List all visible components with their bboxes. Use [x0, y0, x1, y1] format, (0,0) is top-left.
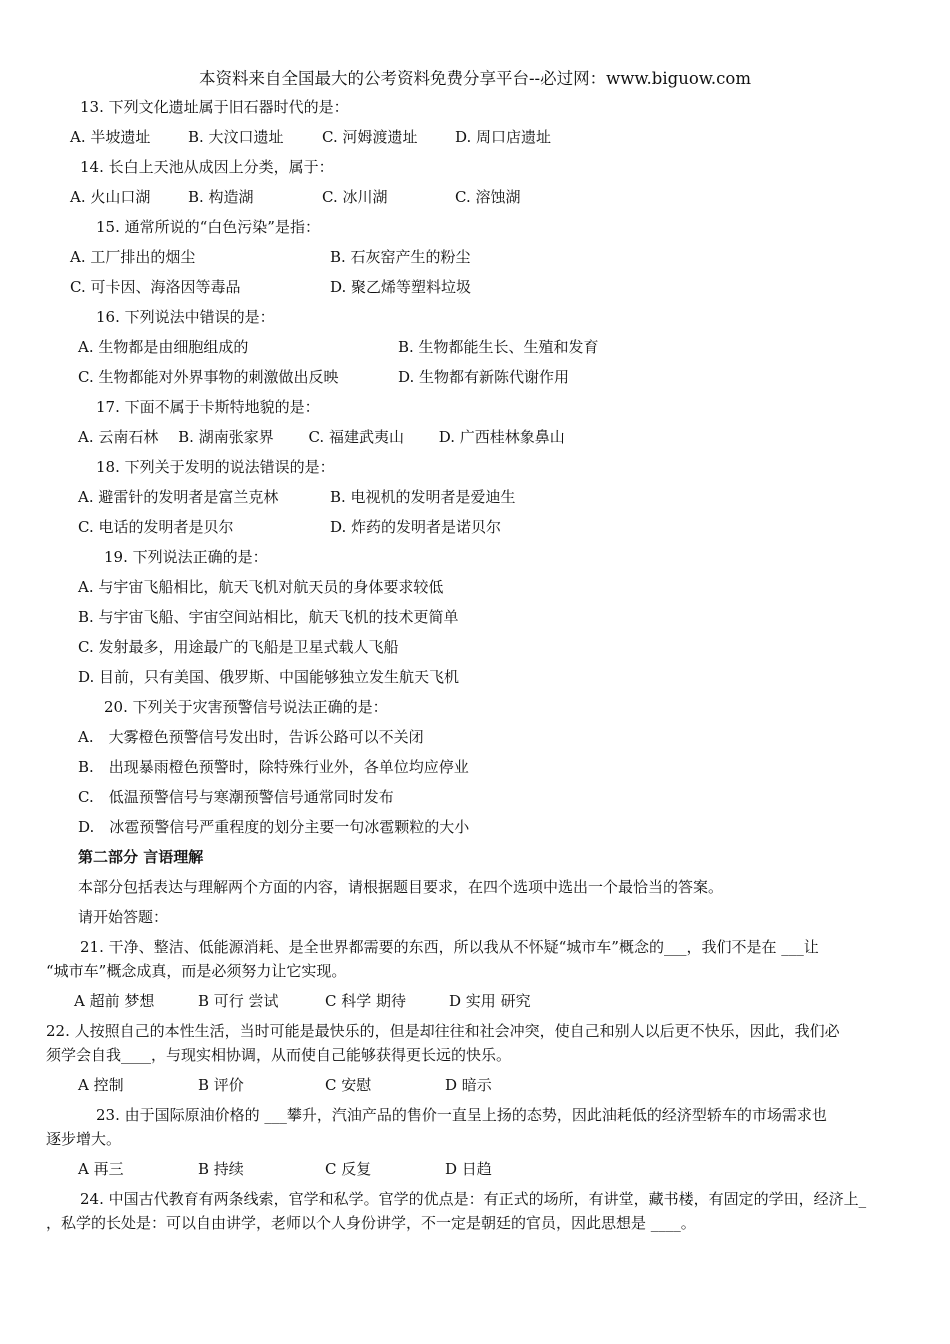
- q20-option-c: C. 低温预警信号与寒潮预警信号通常同时发布: [78, 788, 394, 806]
- q20-option-a: A. 大雾橙色预警信号发出时，告诉公路可以不关闭: [78, 728, 424, 746]
- q21-line2: “城市车”概念成真，而是必须努力让它实现。: [46, 962, 347, 980]
- q19-stem: 19. 下列说法正确的是：: [104, 548, 268, 566]
- q19-option-d: D. 目前，只有美国、俄罗斯、中国能够独立发生航天飞机: [78, 668, 460, 686]
- q23-line1: 23. 由于国际原油价格的 ___攀升，汽油产品的售价一直呈上扬的态势，因此油耗低的经济型轿车的市场需求也: [96, 1106, 827, 1124]
- q13-stem: 13. 下列文化遗址属于旧石器时代的是：: [80, 98, 349, 116]
- q13-option-c: C. 河姆渡遗址: [322, 128, 418, 146]
- q16-option-a: A. 生物都是由细胞组成的: [78, 338, 249, 356]
- q24-line2: ，私学的长处是：可以自由讲学，老师以个人身份讲学，不一定是朝廷的官员，因此思想是 ____。: [46, 1214, 696, 1232]
- q22-line2: 须学会自我____，与现实相协调，从而使自己能够获得更长远的快乐。: [46, 1046, 512, 1064]
- q21-option-a: A 超前 梦想: [74, 992, 155, 1010]
- q23-line2: 逐步增大。: [46, 1130, 122, 1148]
- q22-line1: 22. 人按照自己的本性生活，当时可能是最快乐的，但是却往往和社会冲突，使自己和别人以后更不快乐，因此，我们必: [46, 1022, 840, 1040]
- q19-option-a: A. 与宇宙飞船相比，航天飞机对航天员的身体要求较低: [78, 578, 444, 596]
- q15-option-c: C. 可卡因、海洛因等毒品: [70, 278, 241, 296]
- q15-stem: 15. 通常所说的“白色污染”是指：: [96, 218, 320, 236]
- q16-stem: 16. 下列说法中错误的是：: [96, 308, 275, 326]
- q14-stem: 14. 长白上天池从成因上分类，属于：: [80, 158, 334, 176]
- q16-option-c: C. 生物都能对外界事物的刺激做出反映: [78, 368, 339, 386]
- q23-option-d: D 日趋: [445, 1160, 492, 1178]
- q21-option-d: D 实用 研究: [449, 992, 531, 1010]
- part2-start: 请开始答题：: [78, 908, 169, 926]
- q20-option-b: B. 出现暴雨橙色预警时，除特殊行业外，各单位均应停业: [78, 758, 469, 776]
- q18-option-a: A. 避雷针的发明者是富兰克林: [78, 488, 279, 506]
- q18-option-d: D. 炸药的发明者是诺贝尔: [330, 518, 502, 536]
- q21-option-c: C 科学 期待: [325, 992, 407, 1010]
- q17-stem: 17. 下面不属于卡斯特地貌的是：: [96, 398, 320, 416]
- q23-option-a: A 再三: [78, 1160, 124, 1178]
- q15-option-d: D. 聚乙烯等塑料垃圾: [330, 278, 472, 296]
- q13-option-d: D. 周口店遗址: [455, 128, 552, 146]
- q16-option-d: D. 生物都有新陈代谢作用: [398, 368, 570, 386]
- q21-line1: 21. 干净、整洁、低能源消耗、是全世界都需要的东西，所以我从不怀疑“城市车”概念的___，我们不是在 ___让: [80, 938, 819, 956]
- q15-option-b: B. 石灰窑产生的粉尘: [330, 248, 471, 266]
- q20-option-d: D. 冰雹预警信号严重程度的划分主要一句冰雹颗粒的大小: [78, 818, 470, 836]
- q18-stem: 18. 下列关于发明的说法错误的是：: [96, 458, 335, 476]
- q24-line1: 24. 中国古代教育有两条线索，官学和私学。官学的优点是：有正式的场所，有讲堂，藏书楼，有固定的学田，经济上_: [80, 1190, 867, 1208]
- q18-option-b: B. 电视机的发明者是爱迪生: [330, 488, 516, 506]
- q22-option-b: B 评价: [198, 1076, 244, 1094]
- q19-option-c: C. 发射最多，用途最广的飞船是卫星式载人飞船: [78, 638, 399, 656]
- q22-option-c: C 安慰: [325, 1076, 372, 1094]
- q14-option-a: A. 火山口湖: [70, 188, 151, 206]
- q22-option-a: A 控制: [78, 1076, 124, 1094]
- q20-stem: 20. 下列关于灾害预警信号说法正确的是：: [104, 698, 388, 716]
- q23-option-c: C 反复: [325, 1160, 372, 1178]
- part2-title: 第二部分 言语理解: [78, 848, 204, 866]
- q19-option-b: B. 与宇宙飞船、宇宙空间站相比，航天飞机的技术更简单: [78, 608, 459, 626]
- q22-option-d: D 暗示: [445, 1076, 492, 1094]
- q14-option-d: C. 溶蚀湖: [455, 188, 521, 206]
- q17-options: A. 云南石林 B. 湖南张家界 C. 福建武夷山 D. 广西桂林象鼻山: [78, 428, 565, 446]
- q23-option-b: B 持续: [198, 1160, 244, 1178]
- q13-option-a: A. 半坡遗址: [70, 128, 151, 146]
- q14-option-b: B. 构造湖: [188, 188, 254, 206]
- part2-intro: 本部分包括表达与理解两个方面的内容，请根据题目要求，在四个选项中选出一个最恰当的答案。: [78, 878, 724, 896]
- q14-option-c: C. 冰川湖: [322, 188, 388, 206]
- q21-option-b: B 可行 尝试: [198, 992, 279, 1010]
- q18-option-c: C. 电话的发明者是贝尔: [78, 518, 234, 536]
- page-header: 本资料来自全国最大的公考资料免费分享平台--必过网：www.biguow.com: [198, 69, 751, 88]
- q15-option-a: A. 工厂排出的烟尘: [70, 248, 196, 266]
- q13-option-b: B. 大汶口遗址: [188, 128, 284, 146]
- q16-option-b: B. 生物都能生长、生殖和发育: [398, 338, 599, 356]
